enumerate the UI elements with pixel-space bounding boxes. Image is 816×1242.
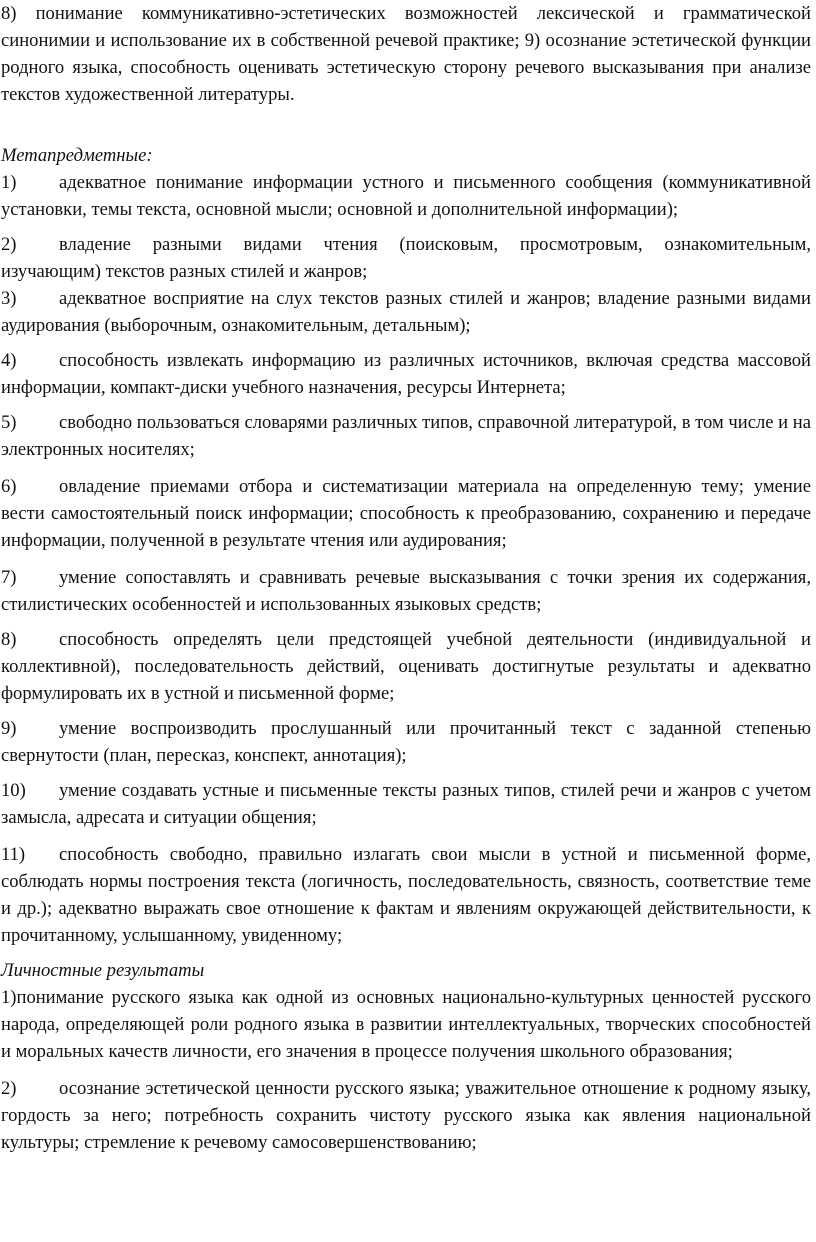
list-item-number: 4) (1, 350, 17, 371)
list-item-text: способность свободно, правильно излагать свои мысли в устной и письменной форме, соблюдать нормы построения текста (логичность, последовательность, связность, соответствие теме и др.); адекватно выражать свое отношение к фактам и явлениям окружающей действительности, к прочитанному, услышанному, увиденному; (1, 844, 811, 946)
list-item (1, 1075, 811, 1156)
list-item-number: 6) (1, 476, 17, 497)
list-item-number: 2) (1, 234, 17, 255)
list-item-number: 1) (1, 172, 17, 193)
list-item-number: 2) (1, 1078, 17, 1099)
list-item (1, 285, 811, 339)
list-item (1, 777, 811, 831)
list-item: 1)понимание русского языка как одной из основных национально-культурных ценностей русского народа, определяющей роли родного языка в развитии интеллектуальных, творческих способностей и моральных качеств личности, его значения в процессе получения школьного образования; (1, 987, 811, 1062)
list-item (1, 473, 811, 554)
meta-section-heading: Метапредметные: (1, 145, 153, 166)
list-item-text: умение создавать устные и письменные тексты разных типов, стилей речи и жанров с учетом замысла, адресата и ситуации общения; (1, 780, 811, 828)
list-item (1, 409, 811, 463)
personal-list (1, 984, 811, 1156)
list-item (1, 347, 811, 401)
list-item-number: 9) (1, 718, 17, 739)
list-item-number: 8) (1, 629, 17, 650)
list-item-number: 3) (1, 288, 17, 309)
personal-section-heading: Личностные результаты (1, 960, 205, 981)
intro-paragraph: 8) понимание коммуникативно-эстетических возможностей лексической и грамматической синонимии и использование их в собственной речевой практике; 9) осознание эстетической функции родного языка, способность оценивать эстетическую сторону речевого высказывания при анализе текстов художественной литературы. (1, 3, 811, 105)
list-item-number: 7) (1, 567, 17, 588)
list-item (1, 715, 811, 769)
list-item-text: свободно пользоваться словарями различных типов, справочной литературой, в том числе и на электронных носителях; (1, 412, 811, 460)
list-item (1, 564, 811, 618)
list-item-text: умение воспроизводить прослушанный или прочитанный текст с заданной степенью свернутости (план, пересказ, конспект, аннотация); (1, 718, 811, 766)
list-item-text: овладение приемами отбора и систематизации материала на определенную тему; умение вести самостоятельный поиск информации; способность к преобразованию, сохранению и передаче информации, полученной в результате чтения или аудирования; (1, 476, 811, 551)
list-item (1, 626, 811, 707)
list-item-text: владение разными видами чтения (поисковым, просмотровым, ознакомительным, изучающим) текстов разных стилей и жанров; (1, 234, 811, 282)
list-item-text: способность извлекать информацию из различных источников, включая средства массовой информации, компакт-диски учебного назначения, ресурсы Интернета; (1, 350, 811, 398)
list-item-text: умение сопоставлять и сравнивать речевые высказывания с точки зрения их содержания, стилистических особенностей и использованных языковых средств; (1, 567, 811, 615)
list-item (1, 231, 811, 285)
list-item-text: осознание эстетической ценности русского языка; уважительное отношение к родному языку, гордость за него; потребность сохранить чистоту русского языка как явления национальной культуры; стремление к речевому самосовершенствованию; (1, 1078, 811, 1153)
meta-list (1, 169, 811, 949)
list-item-text: адекватное восприятие на слух текстов разных стилей и жанров; владение разными видами аудирования (выборочным, ознакомительным, детальным); (1, 288, 811, 336)
list-item-text: адекватное понимание информации устного и письменного сообщения (коммуникативной установки, темы текста, основной мысли; основной и дополнительной информации); (1, 172, 811, 220)
list-item-text: способность определять цели предстоящей учебной деятельности (индивидуальной и коллективной), последовательность действий, оценивать достигнутые результаты и адекватно формулировать их в устной и письменной форме; (1, 629, 811, 704)
spacer (1, 108, 811, 142)
list-item (1, 169, 811, 223)
list-item-number: 5) (1, 412, 17, 433)
list-item (1, 841, 811, 949)
list-item-number: 10) (1, 780, 26, 801)
list-item-number: 11) (1, 844, 26, 865)
